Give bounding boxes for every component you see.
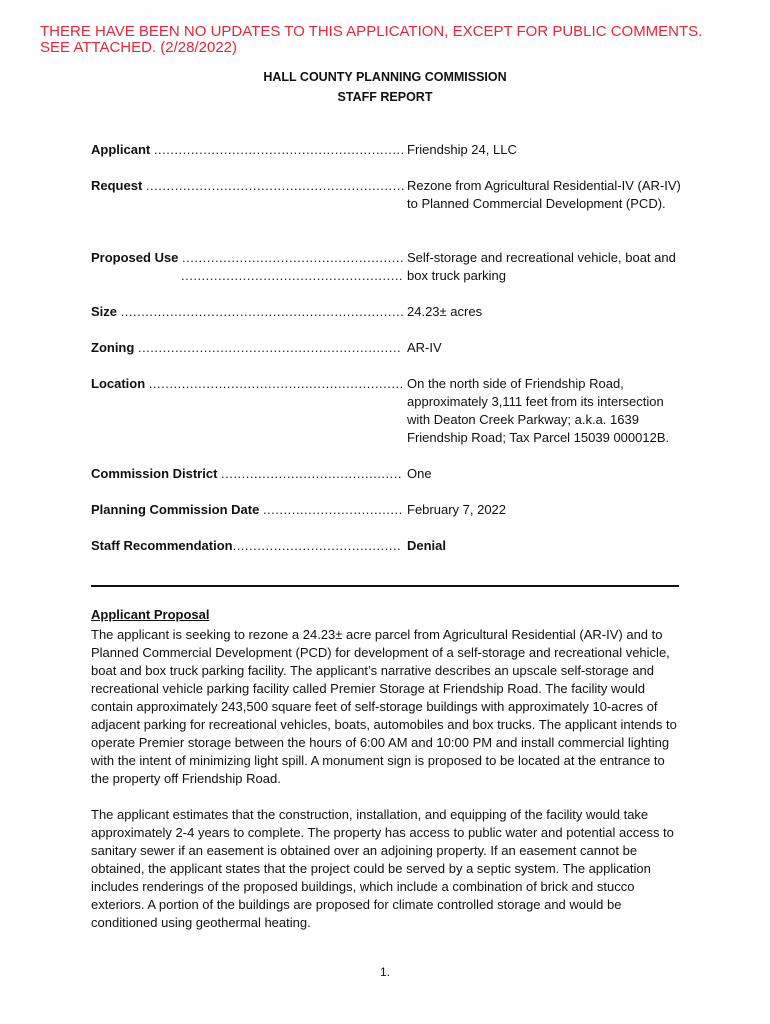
- field-value: AR-IV: [407, 340, 442, 355]
- field-label: Staff Recommendation: [91, 538, 233, 553]
- field-value: On the north side of Friendship Road, approximately 3,111 feet from its intersection with Deaton Creek Parkway; a.k.a. 1639 Friendship Road; Tax Parcel 15039 000012B.: [407, 376, 670, 445]
- section-divider: [91, 585, 679, 587]
- field-value: One: [407, 466, 432, 481]
- field-value: Self-storage and recreational vehicle, boat and box truck parking: [407, 250, 676, 283]
- proposal-paragraph-2: The applicant estimates that the construction, installation, and equipping of the facility would take approximately 2-4 years to complete. The property has access to public water and potential access to sanitary sewer if an easement is obtained over an adjoining property. If an easement cannot be obtained, the applicant states that the project could be served by a septic system. The application includes renderings of the proposed buildings, which include a combination of brick and stucco exteriors. A portion of the buildings are proposed for climate controlled storage and would be conditioned using geothermal heating.: [91, 807, 674, 930]
- leader-dots: ......................................................: [181, 268, 404, 283]
- leader-dots: ..................................: [262, 502, 403, 517]
- field-label: Commission District: [91, 466, 218, 481]
- proposal-paragraph-1: The applicant is seeking to rezone a 24.23± acre parcel from Agricultural Residential (AR-IV) and to Planned Commercial Development (PCD) for development of a self-storage and recreational vehicle, boat and box truck parking facility. The applicant’s narrative describes an upscale self-storage and recreational vehicle parking facility called Premier Storage at Friendship Road. The facility would contain approximately 243,500 square feet of self-storage buildings with approximately 10-acres of adjacent parking for recreational vehicles, boats, automobiles and box trucks. The applicant intends to operate Premier storage between the hours of 6:00 AM and 10:00 PM and install commercial lighting with the intent of minimizing light spill. A monument sign is proposed to be located at the entrance to the property off Friendship Road.: [91, 627, 677, 786]
- leader-dots: .........................................: [232, 538, 402, 553]
- field-value: Denial: [407, 538, 447, 553]
- leader-dots: .....................................................................: [120, 304, 405, 319]
- organization-title: HALL COUNTY PLANNING COMMISSION: [263, 70, 507, 84]
- leader-dots: ............................................: [221, 466, 402, 481]
- update-notice: [40, 24, 740, 56]
- leader-dots: ...............................................................: [145, 178, 405, 193]
- leader-dots: ......................................................: [182, 250, 405, 265]
- field-value: Rezone from Agricultural Residential-IV (AR-IV) to Planned Commercial Development (PCD).: [407, 178, 681, 211]
- applicant-proposal-heading: Applicant Proposal: [91, 607, 210, 622]
- update-notice-line-1: THERE HAVE BEEN NO UPDATES TO THIS APPLICATION, EXCEPT FOR PUBLIC COMMENTS.: [40, 23, 703, 40]
- field-label: Request: [91, 178, 143, 193]
- field-value: Friendship 24, LLC: [407, 142, 517, 157]
- update-notice-line-2: SEE ATTACHED. (2/28/2022): [40, 39, 238, 56]
- field-label: Applicant: [91, 142, 151, 157]
- field-label: Size: [91, 304, 118, 319]
- field-value: February 7, 2022: [407, 502, 507, 517]
- leader-dots: .............................................................: [153, 142, 405, 157]
- page-number: 1.: [379, 965, 390, 979]
- field-label: Proposed Use: [91, 250, 179, 265]
- field-label: Planning Commission Date: [91, 502, 260, 517]
- leader-dots: ................................................................: [137, 340, 402, 355]
- leader-dots: ..............................................................: [148, 376, 404, 391]
- report-title: STAFF REPORT: [337, 90, 433, 104]
- field-label: Location: [91, 376, 146, 391]
- field-label: Zoning: [91, 340, 135, 355]
- field-value: 24.23± acres: [407, 304, 483, 319]
